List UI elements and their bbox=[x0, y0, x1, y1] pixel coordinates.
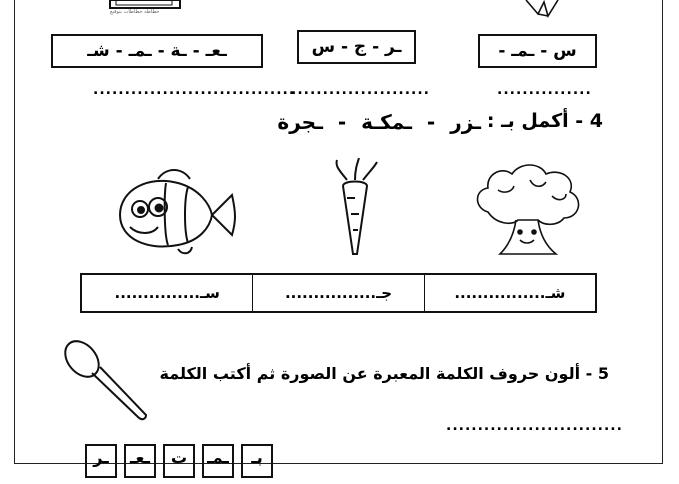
letter-box-5[interactable]: ـر bbox=[85, 444, 117, 478]
q4-title: 4 - أكمل بـ : bbox=[486, 110, 603, 132]
fish-picture bbox=[108, 165, 238, 255]
spoon-picture bbox=[60, 335, 155, 430]
cell-dots: ............... bbox=[114, 284, 200, 302]
cell-letter: شـ bbox=[545, 284, 566, 302]
q5-letter-boxes bbox=[78, 444, 273, 484]
letter-box-1[interactable]: بـ bbox=[241, 444, 273, 478]
answer-cell-sin[interactable] bbox=[82, 275, 252, 311]
q5-title: 5 - ألون حروف الكلمة المعبرة عن الصورة ثم أكتب الكلمة bbox=[159, 364, 609, 383]
letter-box-3[interactable]: ت bbox=[163, 444, 195, 478]
cell-letter: جـ bbox=[376, 284, 393, 302]
answer-dots-right: ............... bbox=[497, 82, 592, 98]
q4-answer-table bbox=[80, 273, 597, 313]
letter-box-2[interactable]: ـمـ bbox=[202, 444, 234, 478]
cell-letter: سـ bbox=[199, 284, 220, 302]
answer-dots-middle: ...................... bbox=[291, 82, 431, 98]
broccoli-picture bbox=[468, 160, 588, 260]
answer-dots-left: ................................ bbox=[93, 82, 296, 98]
letter-box-4[interactable]: ـعـ bbox=[124, 444, 156, 478]
carrot-picture bbox=[325, 158, 385, 258]
letters-box-middle: ـر - ج - س bbox=[297, 30, 416, 64]
cell-dots: ................ bbox=[454, 284, 546, 302]
answer-cell-jim[interactable] bbox=[252, 275, 423, 311]
logo-caption: خطاطة خطاطات بتوقيع bbox=[110, 9, 160, 15]
answer-cell-shin[interactable] bbox=[424, 275, 595, 311]
cell-dots: ................ bbox=[284, 284, 377, 302]
q4-words: ـزر - ـمكـة - ـجرة bbox=[277, 110, 481, 134]
sun-drawing bbox=[516, 0, 576, 22]
letters-box-right: س - ـمـ - bbox=[478, 34, 597, 68]
q5-answer-dots: ............................ bbox=[446, 418, 623, 434]
letters-box-left: ـعـ - ـة - ـمـ - شـ bbox=[51, 34, 263, 68]
